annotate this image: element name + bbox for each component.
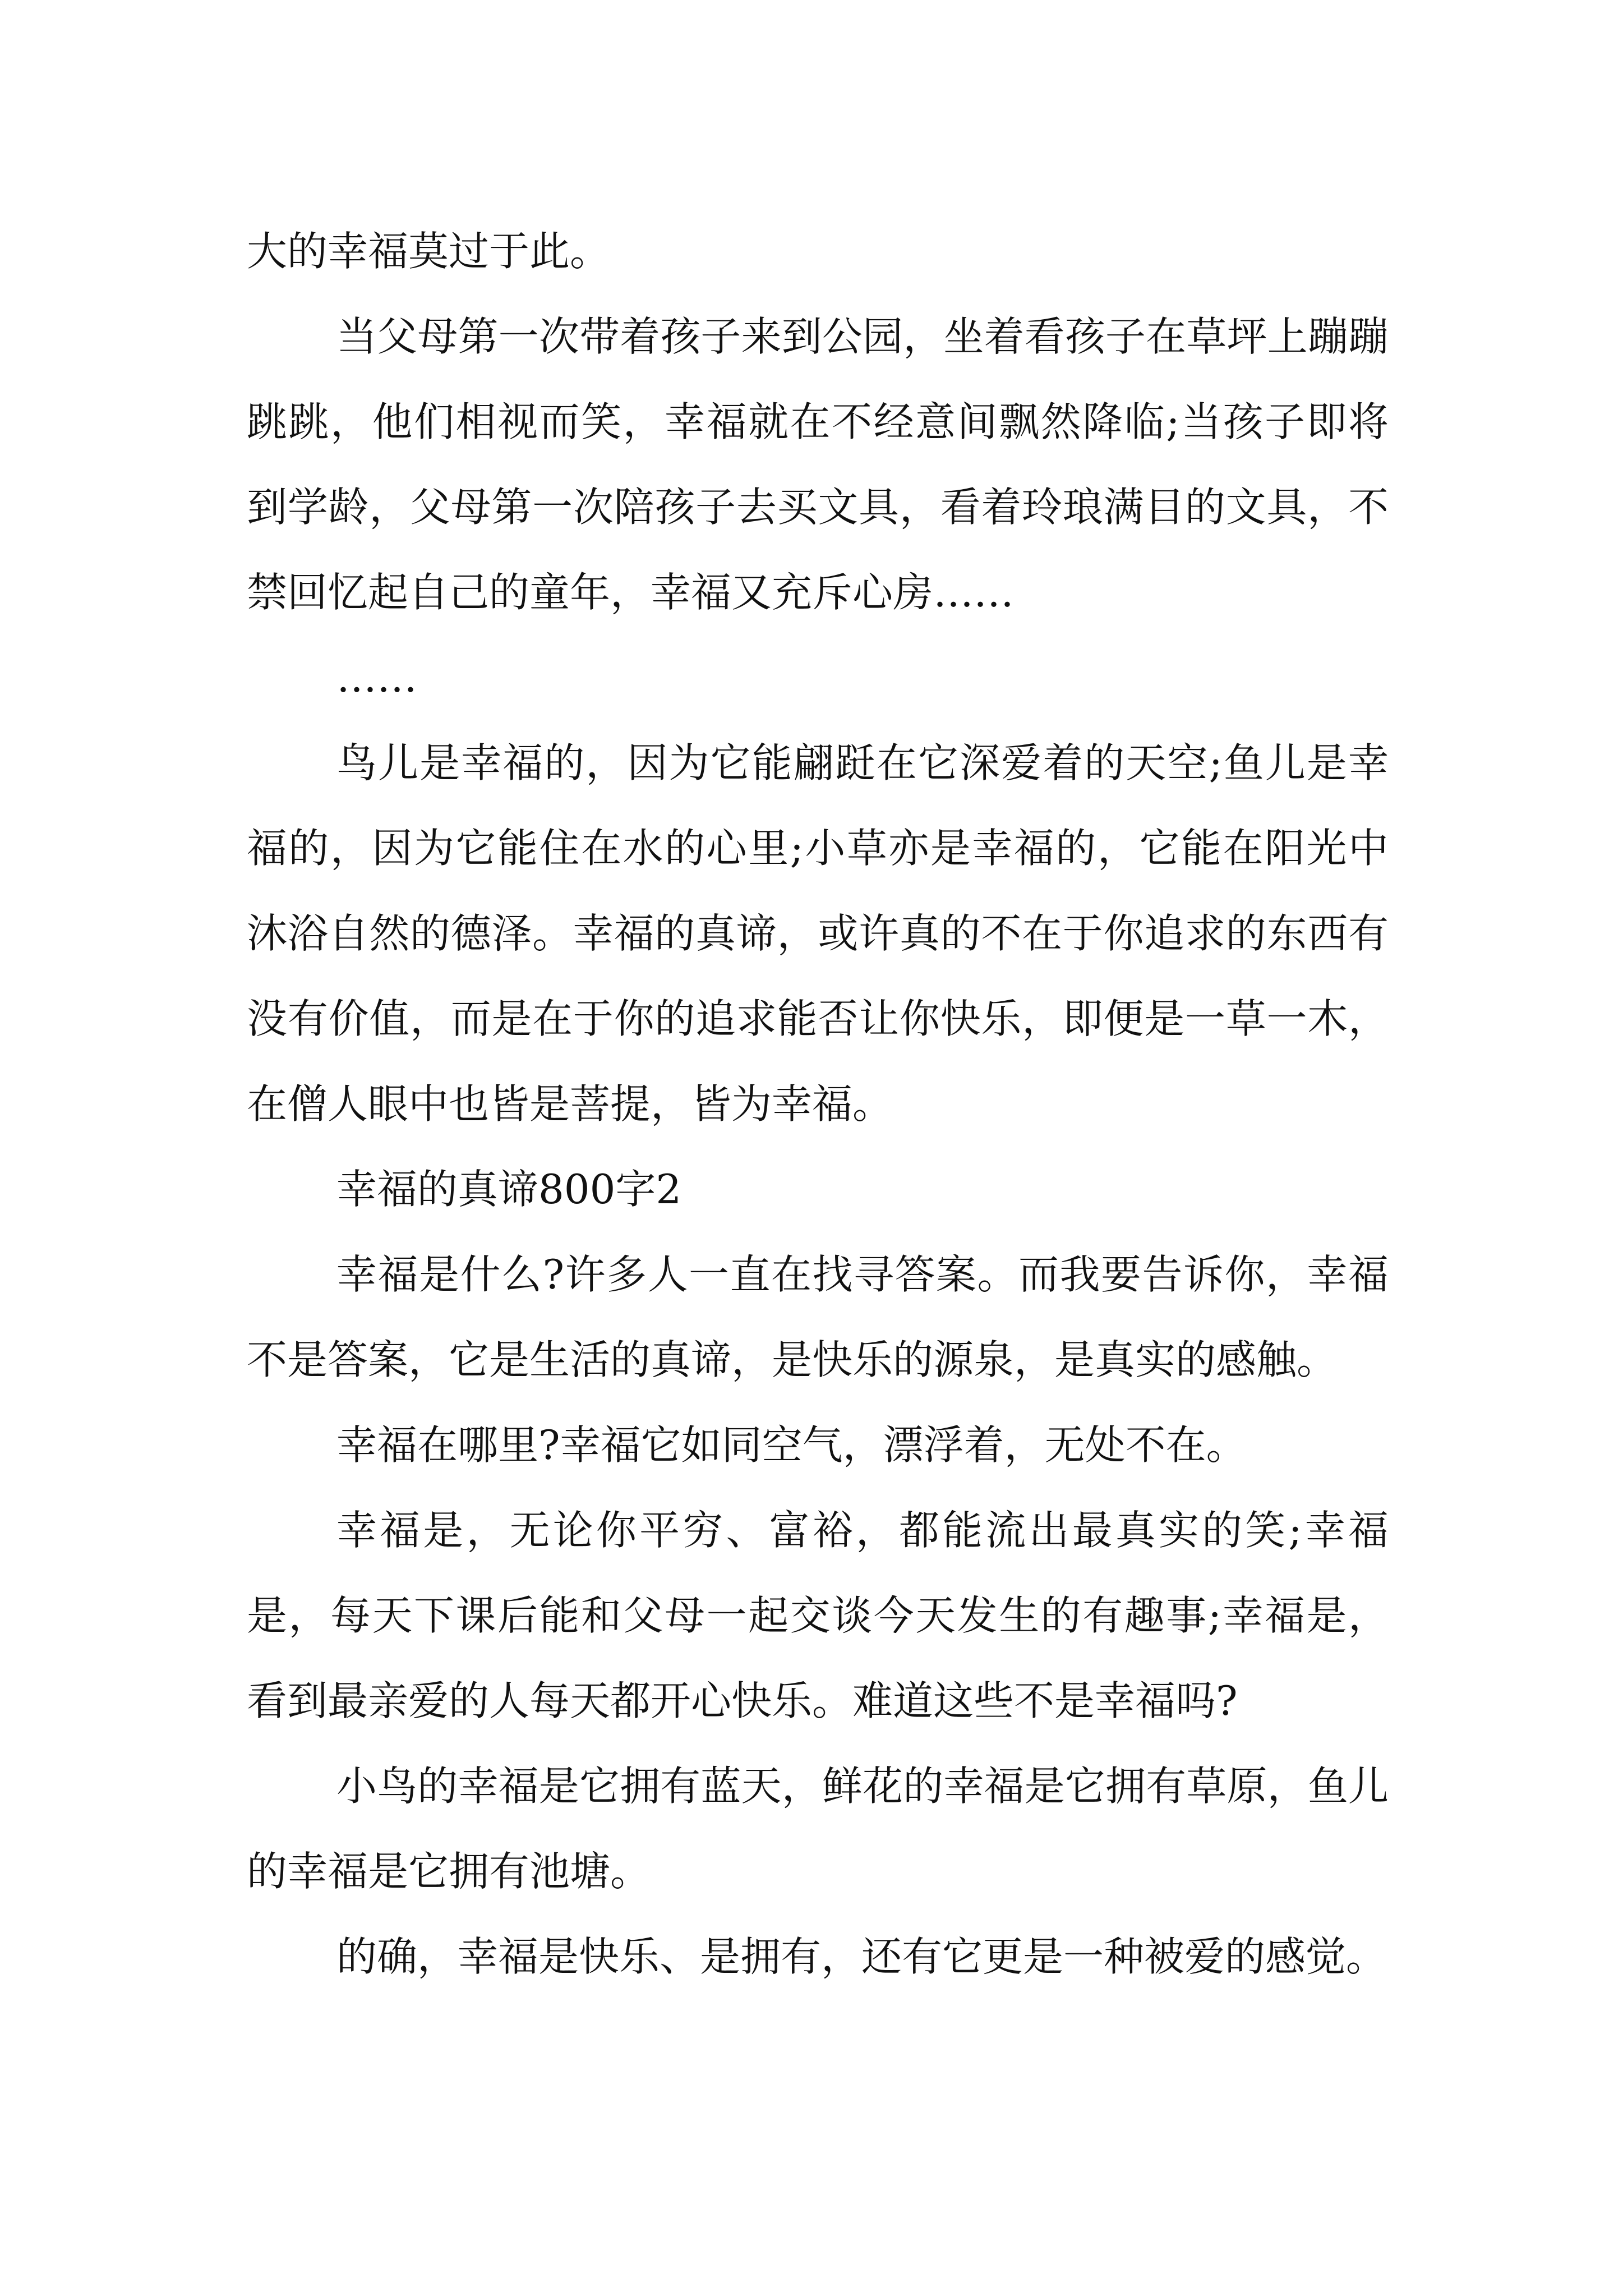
paragraph-what-is-happiness: 幸福是什么?许多人一直在找寻答案。而我要告诉你，幸福不是答案，它是生活的真谛，是快乐的源泉，是真实的感触。 xyxy=(247,1251,1389,1383)
paragraph-happiness-is: 幸福是，无论你平穷、富裕，都能流出最真实的笑;幸福是，每天下课后能和父母一起交谈今天发生的有趣事;幸福是，看到最亲爱的人每天都开心快乐。难道这些不是幸福吗? xyxy=(247,1507,1389,1724)
document-body xyxy=(247,209,1389,1999)
paragraph-parents-park: 当父母第一次带着孩子来到公园，坐着看孩子在草坪上蹦蹦跳跳，他们相视而笑，幸福就在不经意间飘然降临;当孩子即将到学龄，父母第一次陪孩子去买文具，看着玲琅满目的文具，不禁回忆起自己的童年，幸福又充斥心房…… xyxy=(247,313,1389,616)
paragraph-where-is-happiness: 幸福在哪里?幸福它如同空气，漂浮着，无处不在。 xyxy=(336,1421,1247,1469)
paragraph-being-loved: 的确，幸福是快乐、是拥有，还有它更是一种被爱的感觉。 xyxy=(336,1933,1387,1980)
section-heading: 幸福的真谛800字2 xyxy=(336,1166,682,1213)
paragraph-continuation: 大的幸福莫过于此。 xyxy=(247,228,611,275)
paragraph-bird-flower-fish: 小鸟的幸福是它拥有蓝天，鲜花的幸福是它拥有草原，鱼儿的幸福是它拥有池塘。 xyxy=(247,1763,1389,1895)
paragraph-ellipsis: …… xyxy=(336,654,417,701)
paragraph-birds-fish-grass: 鸟儿是幸福的，因为它能翩跹在它深爱着的天空;鱼儿是幸福的，因为它能住在水的心里;小草亦是幸福的，它能在阳光中沐浴自然的德泽。幸福的真谛，或许真的不在于你追求的东西有没有价值，而是在于你的追求能否让你快乐，即便是一草一木，在僧人眼中也皆是菩提，皆为幸福。 xyxy=(247,739,1389,1128)
